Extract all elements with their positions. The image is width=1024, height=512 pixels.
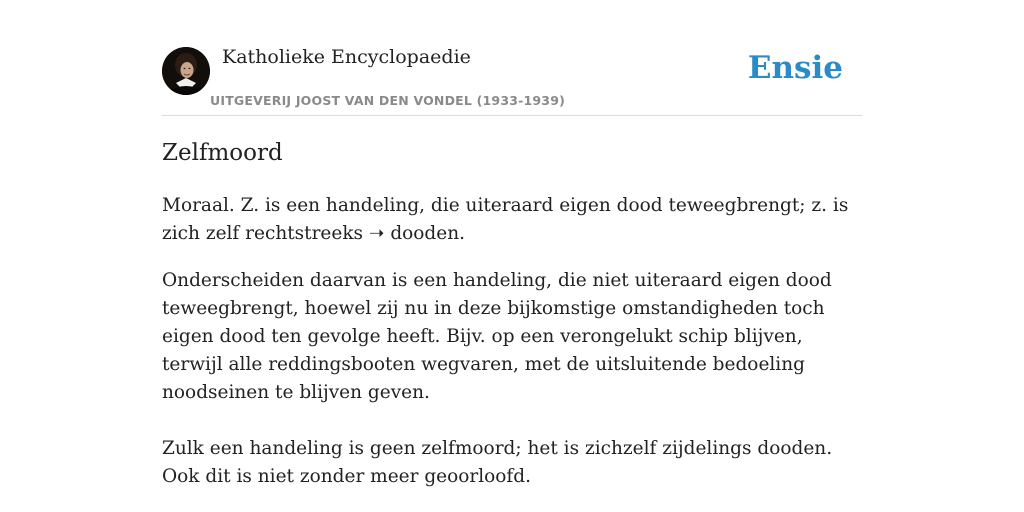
- site-title[interactable]: Katholieke Encyclopaedie: [222, 46, 471, 68]
- article-paragraph-3: Zulk een handeling is geen zelfmoord; het is zichzelf zijdelings dooden. Ook dit is niet zonder meer geoorloofd.: [162, 438, 833, 487]
- brand-logo[interactable]: Ensie: [747, 50, 843, 86]
- dooden-link-label: dooden.: [384, 223, 466, 244]
- article-title: Zelfmoord: [162, 140, 283, 166]
- arrow-icon: ➝: [368, 223, 385, 244]
- site-header: [162, 0, 862, 116]
- article-paragraph-2: Onderscheiden daarvan is een handeling, die niet uiteraard eigen dood teweegbrengt, hoewel zij nu in deze bijkomstige omstandigheden toch eigen dood ten gevolge heeft. Bijv. op een verongelukt schip blijven, terwijl alle reddingsbooten wegvaren, met de uitsluitende bedoeling noodseinen te blijven geven.: [162, 270, 832, 403]
- page: [162, 0, 862, 487]
- article-paragraph-1: [162, 192, 862, 248]
- dooden-link[interactable]: [369, 223, 465, 244]
- paragraph-1-text: Moraal. Z. is een handeling, die uiteraard eigen dood teweegbrengt; z. is zich zelf rechtstreeks: [162, 195, 849, 244]
- publisher-subtitle: UITGEVERIJ JOOST VAN DEN VONDEL (1933-1939): [210, 93, 566, 108]
- portrait-avatar-icon[interactable]: [162, 47, 210, 95]
